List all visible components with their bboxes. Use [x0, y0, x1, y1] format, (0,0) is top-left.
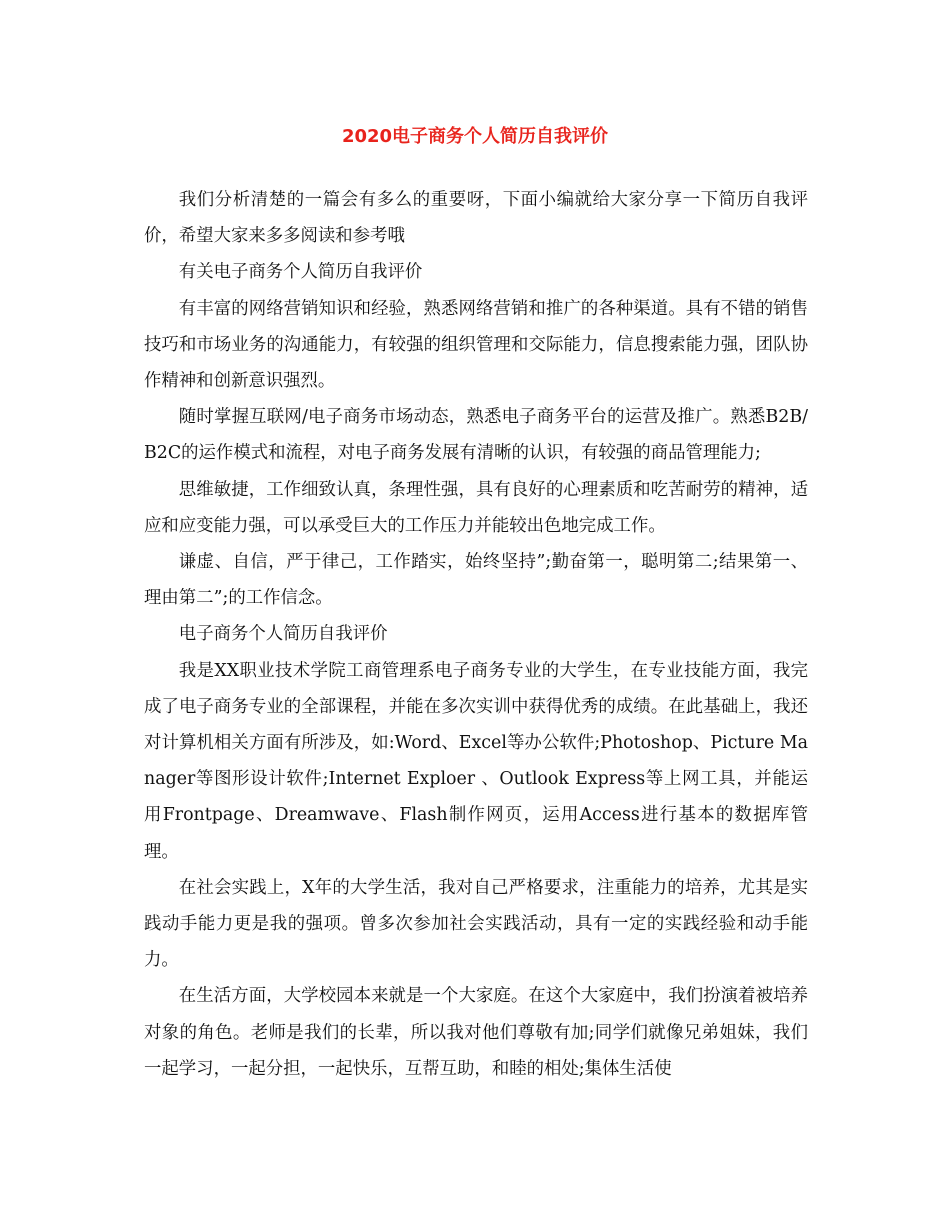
body-paragraph: 思维敏捷，工作细致认真，条理性强，具有良好的心理素质和吃苦耐劳的精神，适应和应变能力强，可以承受巨大的工作压力并能较出色地完成工作。: [144, 479, 808, 536]
body-paragraph: 在生活方面，大学校园本来就是一个大家庭。在这个大家庭中，我们扮演着被培养对象的角色。老师是我们的长辈，所以我对他们尊敬有加;同学们就像兄弟姐妹，我们一起学习，一起分担，一起快乐，互帮互助，和睦的相处;集体生活使: [144, 986, 808, 1079]
section-heading: 有关电子商务个人简历自我评价: [178, 262, 423, 283]
body-paragraph: 我是XX职业技术学院工商管理系电子商务专业的大学生，在专业技能方面，我完成了电子商务专业的全部课程，并能在多次实训中获得优秀的成绩。在此基础上，我还对计算机相关方面有所涉及，如:Word、Excel等办公软件;Photoshop、Picture Manager等图形设计软件;Internet Exploer 、Outlook Express等上网工具，并能运用Frontpage、Dreamwave、Flash制作网页，运用Access进行基本的数据库管理。: [144, 660, 808, 862]
section-heading: 电子商务个人简历自我评价: [178, 624, 388, 645]
body-paragraph: 谦虚、自信，严于律己，工作踏实，始终坚持”;勤奋第一，聪明第二;结果第一、理由第二”;的工作信念。: [144, 552, 808, 609]
body-paragraph: 有丰富的网络营销知识和经验，熟悉网络营销和推广的各种渠道。具有不错的销售技巧和市场业务的沟通能力，有较强的组织管理和交际能力，信息搜索能力强，团队协作精神和创新意识强烈。: [144, 298, 808, 392]
document-body: [144, 182, 808, 1087]
intro-paragraph: 我们分析清楚的一篇会有多么的重要呀，下面小编就给大家分享一下简历自我评价，希望大家来多多阅读和参考哦: [144, 190, 808, 247]
document-title: 2020电子商务个人简历自我评价: [341, 126, 609, 147]
body-paragraph: 在社会实践上，X年的大学生活，我对自己严格要求，注重能力的培养，尤其是实践动手能力更是我的强项。曾多次参加社会实践活动，具有一定的实践经验和动手能力。: [144, 877, 808, 971]
body-paragraph: 随时掌握互联网/电子商务市场动态，熟悉电子商务平台的运营及推广。熟悉B2B/B2C的运作模式和流程，对电子商务发展有清晰的认识，有较强的商品管理能力;: [144, 407, 808, 464]
